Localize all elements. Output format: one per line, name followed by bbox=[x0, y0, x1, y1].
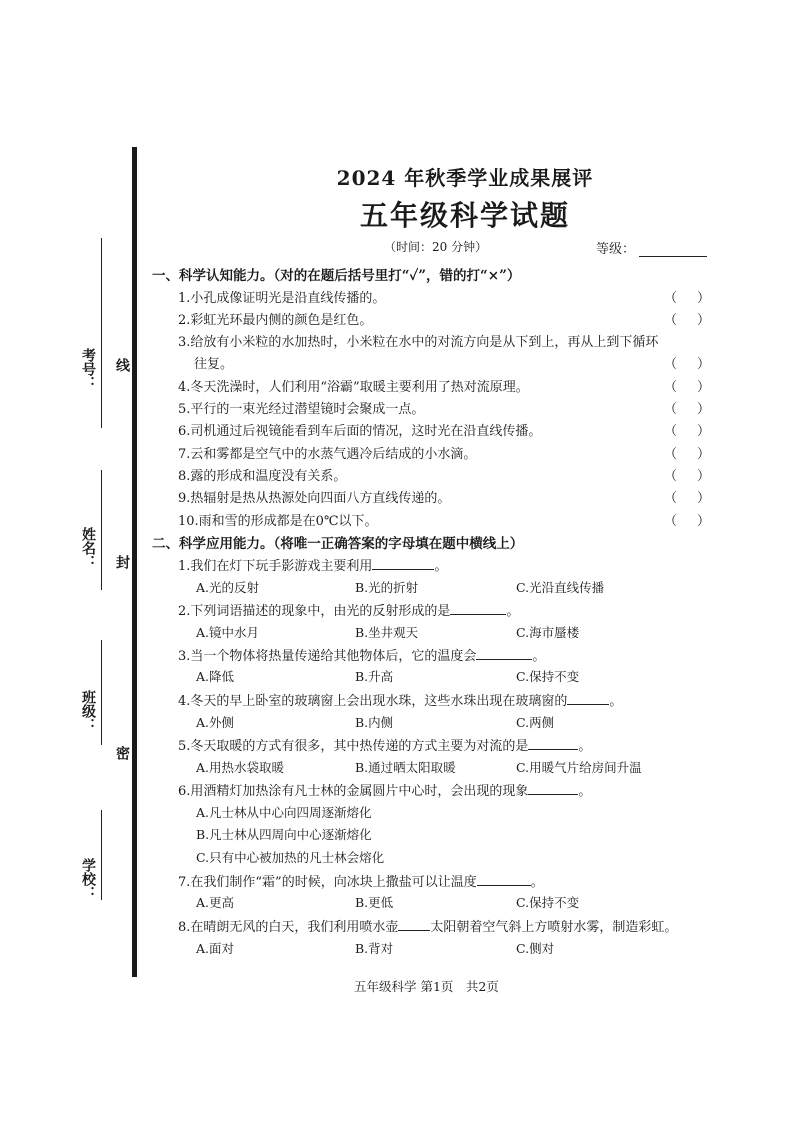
question-text: 1.我们在灯下玩手影游戏主要利用 bbox=[178, 559, 373, 574]
exam-title: 2024 年秋季学业成果展评 bbox=[336, 166, 594, 190]
question-text-end: 太阳朝着空气斜上方喷射水雾，制造彩虹。 bbox=[430, 920, 678, 935]
s1-item-3: 3.给放有小米粒的水加热时，小米粒在水中的对流方向是从下到上，再从上到下循环 bbox=[178, 335, 659, 350]
answer-blank-4[interactable] bbox=[567, 692, 609, 705]
s1-item-10: 10.雨和雪的形成都是在0℃以下。 bbox=[178, 514, 378, 529]
question-text: 4.冬天的早上卧室的玻璃窗上会出现水珠，这些水珠出现在玻璃窗的 bbox=[178, 694, 568, 709]
question-text-end: 。 bbox=[609, 694, 623, 709]
s2-q4-option-b: B.内侧 bbox=[355, 715, 394, 730]
s1-item-2: 2.彩虹光环最内侧的颜色是红色。 bbox=[178, 313, 373, 328]
answer-paren-9[interactable] bbox=[664, 487, 710, 506]
class-blank[interactable] bbox=[101, 640, 102, 745]
paren-open: （ bbox=[664, 357, 678, 372]
side-mark-mi: 密 bbox=[114, 746, 130, 760]
paren-open: （ bbox=[664, 380, 678, 395]
section1-heading: 一、科学认知能力。（对的在题后括号里打“✓”，错的打“×”） bbox=[152, 268, 521, 284]
question-text: 5.冬天取暖的方式有很多，其中热传递的方式主要为对流的是 bbox=[178, 739, 529, 754]
s2-q4-option-a: A.外侧 bbox=[196, 715, 235, 730]
s2-q1-option-c: C.光沿直线传播 bbox=[516, 580, 605, 595]
paren-open: （ bbox=[664, 469, 678, 484]
paren-open: （ bbox=[664, 514, 678, 529]
s2-question-6 bbox=[178, 780, 591, 799]
name-blank[interactable] bbox=[101, 470, 102, 590]
paren-close: ） bbox=[696, 357, 710, 372]
answer-paren-4[interactable] bbox=[664, 376, 710, 395]
answer-paren-3[interactable] bbox=[664, 353, 710, 372]
question-text: 2.下列词语描述的现象中，由光的反射形成的是 bbox=[178, 604, 451, 619]
s2-q2-option-b: B.坐井观天 bbox=[355, 625, 419, 640]
s2-question-2 bbox=[178, 600, 519, 619]
side-label-name: 姓名： bbox=[80, 527, 96, 569]
answer-blank-8[interactable] bbox=[398, 918, 430, 931]
s1-item-3-cont: 往复。 bbox=[194, 357, 234, 372]
paren-open: （ bbox=[664, 447, 678, 462]
s2-question-1 bbox=[178, 555, 447, 574]
s2-q1-option-b: B.光的折射 bbox=[355, 580, 419, 595]
answer-blank-2[interactable] bbox=[450, 602, 506, 615]
s1-item-4: 4.冬天洗澡时，人们利用“浴霸”取暖主要利用了热对流原理。 bbox=[178, 380, 529, 395]
s2-q2-option-a: A.镜中水月 bbox=[196, 625, 260, 640]
s2-q5-option-a: A.用热水袋取暖 bbox=[196, 760, 285, 775]
grade-label: 等级： bbox=[596, 242, 636, 257]
s2-q7-option-b: B.更低 bbox=[355, 895, 394, 910]
paren-close: ） bbox=[696, 424, 710, 439]
s2-question-4 bbox=[178, 690, 622, 709]
answer-paren-1[interactable] bbox=[664, 287, 710, 306]
s2-q4-option-c: C.两侧 bbox=[516, 715, 555, 730]
s2-question-5 bbox=[178, 735, 591, 754]
paren-close: ） bbox=[696, 469, 710, 484]
answer-blank-3[interactable] bbox=[476, 647, 532, 660]
question-text: 6.用酒精灯加热涂有凡士林的金属圆片中心时，会出现的现象 bbox=[178, 784, 529, 799]
s2-q8-option-b: B.背对 bbox=[355, 941, 394, 956]
binding-margin-bar bbox=[132, 147, 137, 977]
paren-open: （ bbox=[664, 491, 678, 506]
side-mark-feng: 封 bbox=[114, 555, 130, 569]
time-limit: （时间：20 分钟） bbox=[384, 240, 488, 254]
s2-q3-option-b: B.升高 bbox=[355, 669, 394, 684]
paren-open: （ bbox=[664, 313, 678, 328]
s1-item-1: 1.小孔成像证明光是沿直线传播的。 bbox=[178, 291, 386, 306]
s1-item-8: 8.露的形成和温度没有关系。 bbox=[178, 469, 347, 484]
exam-subtitle: 五年级科学试题 bbox=[359, 199, 570, 232]
paren-close: ） bbox=[696, 380, 710, 395]
answer-paren-8[interactable] bbox=[664, 465, 710, 484]
answer-blank-6[interactable] bbox=[528, 782, 578, 795]
side-mark-xian: 线 bbox=[114, 358, 130, 372]
paren-open: （ bbox=[664, 424, 678, 439]
section2-heading: 二、科学应用能力。（将唯一正确答案的字母填在题中横线上） bbox=[152, 536, 524, 552]
answer-paren-5[interactable] bbox=[664, 398, 710, 417]
s2-q3-option-a: A.降低 bbox=[196, 669, 235, 684]
paren-close: ） bbox=[696, 491, 710, 506]
side-label-class: 班级： bbox=[80, 690, 96, 732]
s1-item-9: 9.热辐射是热从热源处向四面八方直线传递的。 bbox=[178, 491, 451, 506]
paren-open: （ bbox=[664, 402, 678, 417]
s2-question-7 bbox=[178, 871, 544, 890]
side-label-exam-number: 考号： bbox=[80, 348, 96, 390]
question-text-end: 。 bbox=[434, 559, 448, 574]
s2-q6-option-c: C.只有中心被加热的凡士林会熔化 bbox=[196, 850, 385, 865]
question-text: 7.在我们制作“霜”的时候，向冰块上撒盐可以让温度 bbox=[178, 875, 477, 890]
s2-q1-option-a: A.光的反射 bbox=[196, 580, 260, 595]
answer-paren-6[interactable] bbox=[664, 420, 710, 439]
answer-paren-2[interactable] bbox=[664, 309, 710, 328]
paren-close: ） bbox=[696, 402, 710, 417]
question-text-end: 。 bbox=[532, 649, 546, 664]
grade-field bbox=[596, 238, 707, 257]
school-blank[interactable] bbox=[101, 810, 102, 900]
s1-item-7: 7.云和雾都是空气中的水蒸气遇冷后结成的小水滴。 bbox=[178, 447, 477, 462]
question-text-end: 。 bbox=[506, 604, 520, 619]
paren-open: （ bbox=[664, 291, 678, 306]
answer-paren-7[interactable] bbox=[664, 443, 710, 462]
s1-item-5: 5.平行的一束光经过潜望镜时会聚成一点。 bbox=[178, 402, 425, 417]
s2-q7-option-c: C.保持不变 bbox=[516, 895, 580, 910]
s2-q5-option-c: C.用暖气片给房间升温 bbox=[516, 760, 642, 775]
paren-close: ） bbox=[696, 514, 710, 529]
s2-q8-option-c: C.侧对 bbox=[516, 941, 555, 956]
answer-blank-7[interactable] bbox=[477, 873, 531, 886]
page-footer: 五年级科学 第1页 共2页 bbox=[354, 979, 499, 994]
side-label-school: 学校： bbox=[80, 858, 96, 900]
question-text: 8.在晴朗无风的白天，我们利用喷水壶 bbox=[178, 920, 399, 935]
answer-paren-10[interactable] bbox=[664, 510, 710, 529]
question-text-end: 。 bbox=[578, 784, 592, 799]
s2-question-3 bbox=[178, 645, 545, 664]
question-text: 3.当一个物体将热量传递给其他物体后，它的温度会 bbox=[178, 649, 477, 664]
s2-q3-option-c: C.保持不变 bbox=[516, 669, 580, 684]
s2-q6-option-a: A.凡士林从中心向四周逐渐熔化 bbox=[196, 805, 372, 820]
paren-close: ） bbox=[696, 291, 710, 306]
s2-q8-option-a: A.面对 bbox=[196, 941, 235, 956]
question-text-end: 。 bbox=[578, 739, 592, 754]
s2-q2-option-c: C.海市蜃楼 bbox=[516, 625, 580, 640]
answer-blank-1[interactable] bbox=[372, 557, 434, 570]
grade-blank[interactable] bbox=[639, 244, 707, 257]
s2-q5-option-b: B.通过晒太阳取暖 bbox=[355, 760, 456, 775]
s2-question-8 bbox=[178, 916, 677, 935]
s2-q7-option-a: A.更高 bbox=[196, 895, 235, 910]
exam-number-blank[interactable] bbox=[101, 238, 102, 428]
question-text-end: 。 bbox=[530, 875, 544, 890]
answer-blank-5[interactable] bbox=[528, 737, 578, 750]
paren-close: ） bbox=[696, 313, 710, 328]
s2-q6-option-b: B.凡士林从四周向中心逐渐熔化 bbox=[196, 827, 372, 842]
s1-item-6: 6.司机通过后视镜能看到车后面的情况，这时光在沿直线传播。 bbox=[178, 424, 542, 439]
paren-close: ） bbox=[696, 447, 710, 462]
